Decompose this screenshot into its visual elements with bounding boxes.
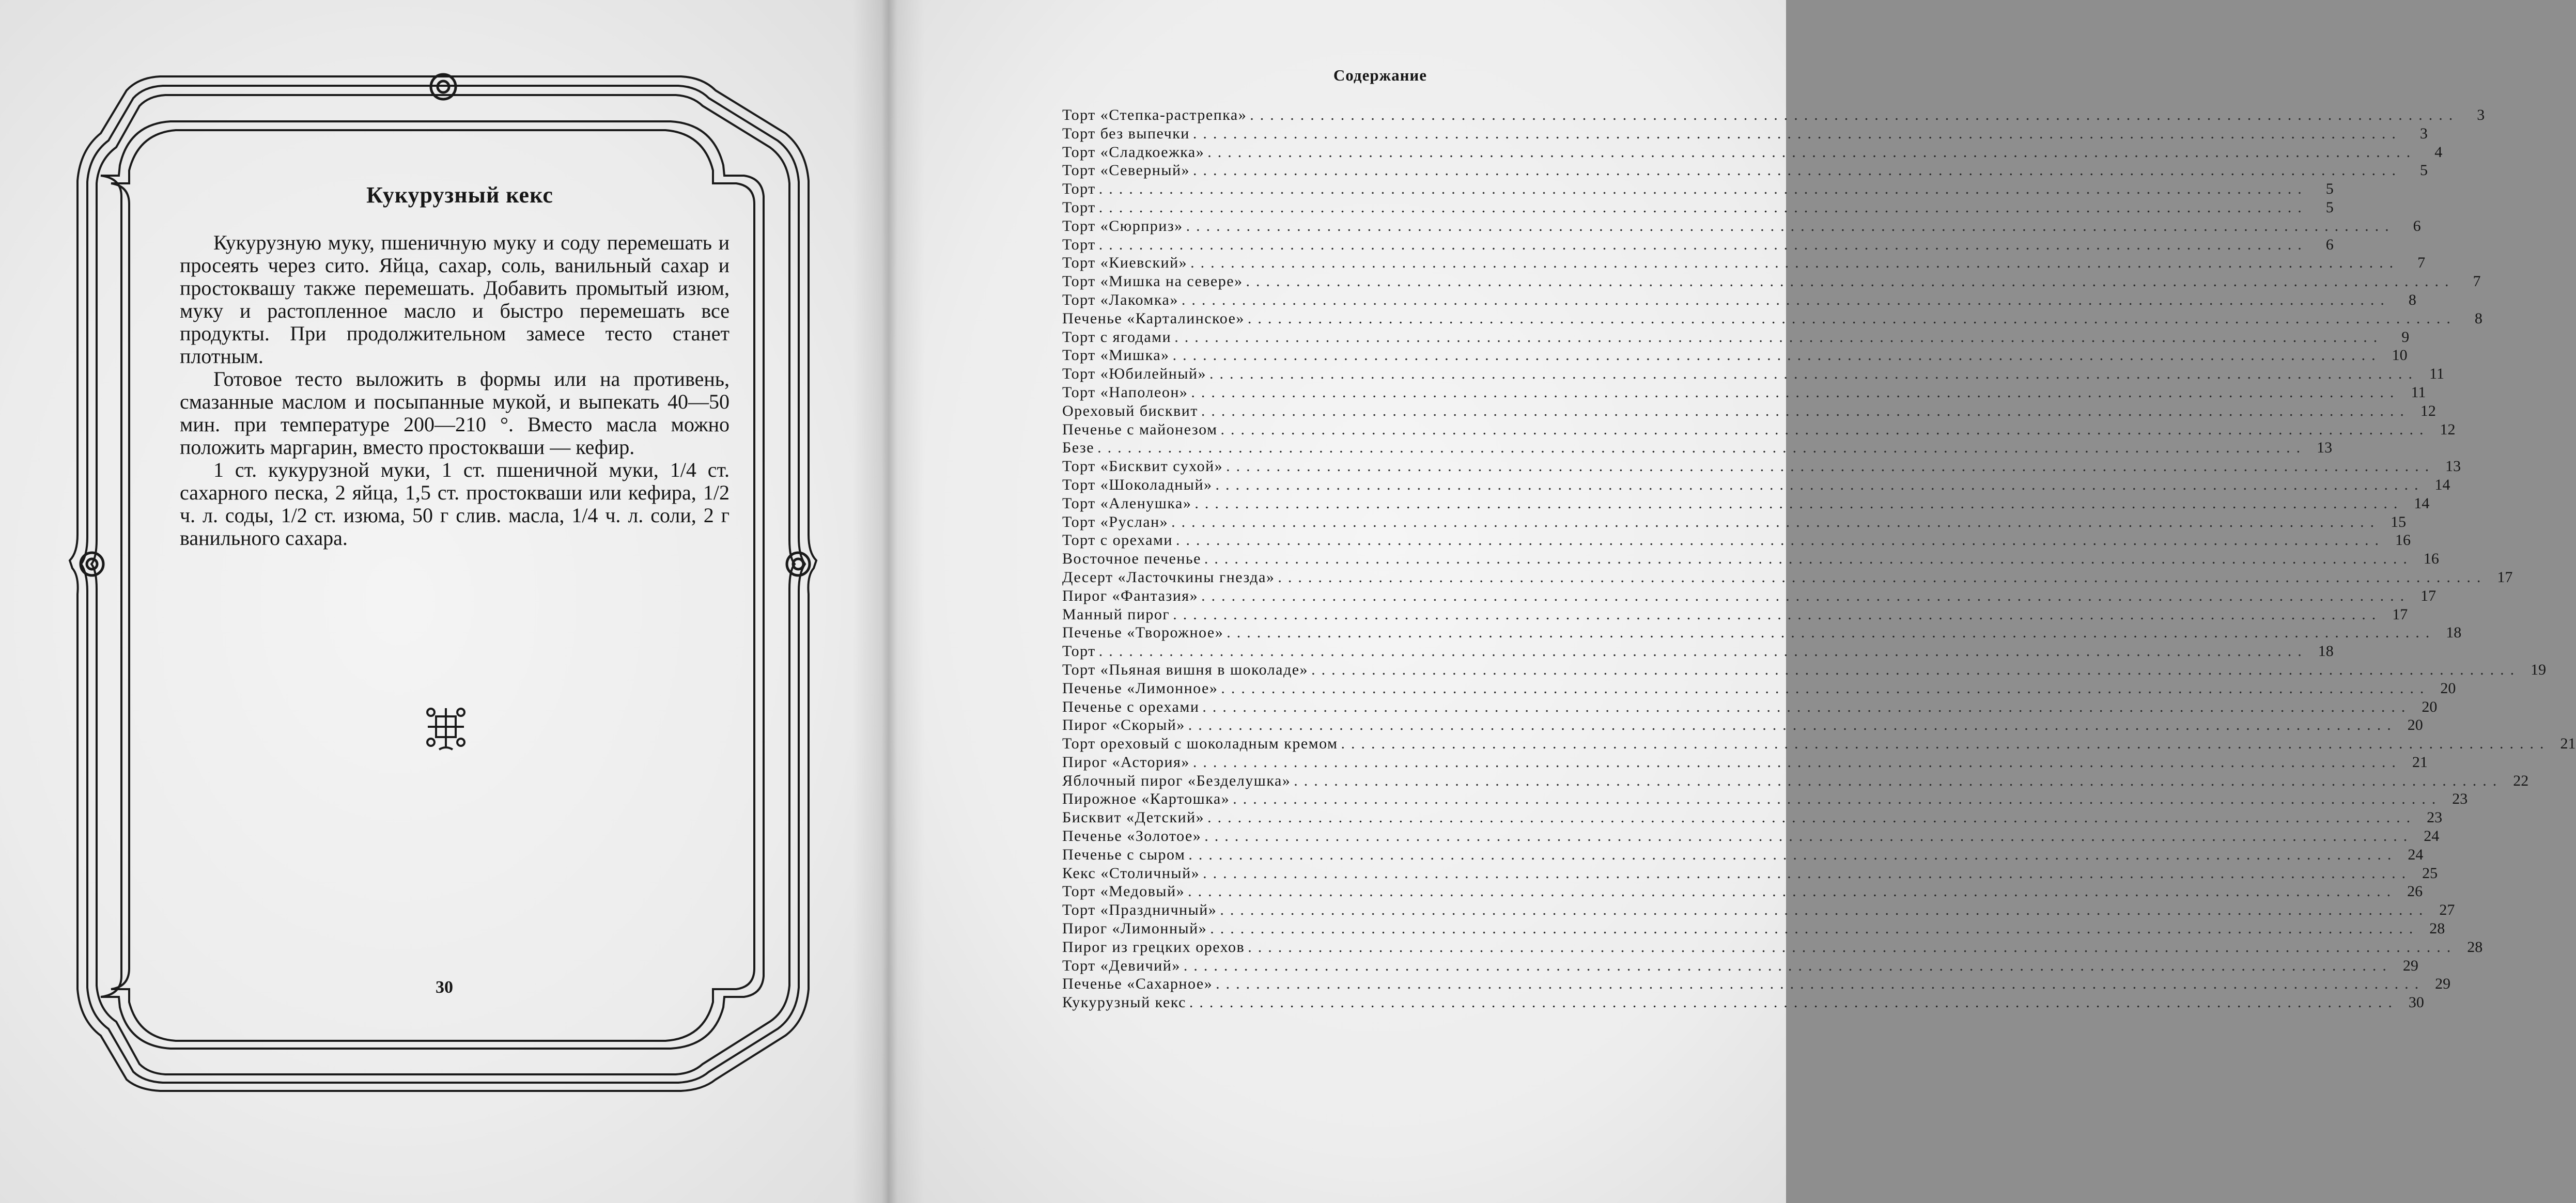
toc-entry (1062, 864, 2438, 883)
toc-entry-title: Торт «Киевский» (1062, 254, 1188, 272)
toc-entry-page: 12 (2420, 402, 2436, 419)
toc-entry (1062, 236, 2334, 254)
toc-leader-dots: ........................................................................................................................ (1188, 846, 2398, 863)
toc-entry-title: Ореховый бисквит (1062, 402, 1198, 419)
toc-entry-title: Пирог «Астория» (1062, 753, 1190, 771)
toc-entry-page: 30 (2408, 994, 2424, 1011)
toc-leader-dots: ........................................................................................................................ (1278, 568, 2487, 586)
toc-entry (1062, 605, 2408, 624)
toc-entry-title: Манный пирог (1062, 605, 1170, 623)
table-of-contents (1062, 106, 2576, 1012)
toc-entry-page: 8 (2474, 309, 2482, 327)
toc-entry-page: 13 (2317, 439, 2333, 457)
left-page (0, 0, 887, 1203)
toc-entry-page: 12 (2440, 420, 2456, 438)
toc-entry (1062, 161, 2428, 180)
toc-entry-page: 25 (2422, 864, 2438, 882)
toc-leader-dots: ........................................................................................................................ (1191, 383, 2400, 401)
toc-entry (1062, 180, 2334, 198)
toc-entry (1062, 291, 2416, 309)
toc-entry (1062, 679, 2456, 698)
toc-leader-dots: ........................................................................................................................ (1294, 772, 2503, 789)
toc-entry (1062, 938, 2483, 957)
toc-leader-dots: ........................................................................................................................ (1248, 938, 2457, 956)
toc-entry-title: Пирожное «Картошка» (1062, 790, 1230, 808)
toc-entry-page: 7 (2473, 273, 2481, 290)
toc-entry (1062, 420, 2456, 439)
toc-entry-page: 17 (2497, 568, 2513, 586)
toc-entry (1062, 365, 2445, 383)
printer-ornament-icon (424, 705, 468, 753)
toc-entry-page: 18 (2446, 624, 2462, 642)
toc-leader-dots: ........................................................................................................................ (1097, 439, 2307, 457)
toc-entry (1062, 587, 2437, 605)
toc-leader-dots: ........................................................................................................................ (1172, 347, 2382, 364)
toc-entry-page: 29 (2435, 975, 2451, 993)
toc-entry-title: Торт «Шоколадный» (1062, 476, 1213, 493)
toc-entry-title: Торт «Наполеон» (1062, 383, 1188, 401)
toc-entry-title: Печенье с майонезом (1062, 420, 1218, 438)
toc-entry (1062, 753, 2428, 772)
toc-leader-dots: ........................................................................................................................ (1203, 864, 2412, 882)
toc-entry-title: Печенье с орехами (1062, 698, 1200, 715)
toc-entry (1062, 919, 2445, 938)
toc-entry (1062, 661, 2547, 679)
toc-leader-dots: ........................................................................................................................ (1204, 550, 2413, 568)
toc-entry (1062, 143, 2443, 162)
toc-entry (1062, 957, 2418, 975)
toc-entry (1062, 993, 2424, 1012)
toc-leader-dots: ........................................................................................................................ (1186, 217, 2395, 235)
toc-leader-dots: ........................................................................................................................ (1220, 901, 2429, 919)
toc-entry (1062, 124, 2428, 143)
toc-leader-dots: ........................................................................................................................ (1220, 420, 2430, 438)
toc-leader-dots: ........................................................................................................................ (1226, 458, 2435, 475)
toc-entry-page: 5 (2325, 180, 2334, 198)
toc-leader-dots: ........................................................................................................................ (1098, 198, 2308, 216)
toc-entry (1062, 531, 2411, 550)
toc-entry-title: Восточное печенье (1062, 550, 1201, 568)
toc-leader-dots: ........................................................................................................................ (1204, 827, 2414, 845)
toc-entry (1062, 494, 2430, 513)
toc-leader-dots: ........................................................................................................................ (1341, 735, 2550, 753)
toc-leader-dots: ........................................................................................................................ (1181, 291, 2391, 308)
toc-entry-page: 11 (2411, 383, 2426, 401)
toc-entry (1062, 901, 2455, 919)
toc-leader-dots: ........................................................................................................................ (1189, 994, 2398, 1011)
toc-entry-title: Торт без выпечки (1062, 124, 1190, 142)
toc-entry-page: 11 (2429, 365, 2445, 383)
toc-entry (1062, 217, 2421, 236)
toc-entry-page: 28 (2467, 938, 2483, 956)
toc-entry-title: Пирог из грецких орехов (1062, 938, 1245, 956)
toc-entry-title: Торт «Бисквит сухой» (1062, 458, 1223, 475)
toc-entry-title: Кекс «Столичный» (1062, 864, 1200, 882)
toc-entry (1062, 568, 2513, 587)
toc-entry (1062, 790, 2468, 808)
toc-entry-page: 3 (2419, 124, 2428, 142)
toc-entry-title: Десерт «Ласточкины гнезда» (1062, 568, 1275, 586)
toc-leader-dots: ........................................................................................................................ (1221, 679, 2430, 697)
toc-entry (1062, 309, 2482, 328)
toc-entry (1062, 476, 2450, 494)
toc-entry-title: Торт с орехами (1062, 532, 1173, 549)
toc-entry-title: Пирог «Фантазия» (1062, 587, 1199, 604)
toc-leader-dots: ........................................................................................................................ (1193, 162, 2402, 179)
toc-leader-dots: ........................................................................................................................ (1098, 643, 2308, 660)
toc-entry-title: Печенье «Лимонное» (1062, 679, 1218, 697)
decorative-frame (0, 0, 887, 1203)
toc-entry (1062, 550, 2439, 568)
toc-entry-title: Торт «Лакомка» (1062, 291, 1178, 308)
toc-leader-dots: ........................................................................................................................ (1215, 476, 2425, 493)
toc-entry-title: Печенье «Сахарное» (1062, 975, 1213, 993)
toc-entry (1062, 808, 2443, 827)
toc-entry-title: Торт «Северный» (1062, 162, 1190, 179)
toc-entry-page: 8 (2408, 291, 2416, 308)
toc-entry-title: Пирог «Лимонный» (1062, 920, 1207, 938)
toc-entry-title: Торт (1062, 236, 1096, 253)
toc-entry (1062, 383, 2426, 402)
toc-entry-page: 19 (2531, 661, 2547, 678)
toc-entry-page: 20 (2440, 679, 2456, 697)
toc-leader-dots: ........................................................................................................................ (1192, 753, 2402, 771)
toc-entry-title: Торт «Мишка на севере» (1062, 273, 1243, 290)
toc-leader-dots: ........................................................................................................................ (1194, 494, 2404, 512)
toc-leader-dots: ........................................................................................................................ (1175, 532, 2385, 549)
toc-entry-title: Торт ореховый с шоколадным кремом (1062, 735, 1338, 753)
toc-entry-title: Печенье «Золотое» (1062, 827, 1202, 845)
toc-entry-page: 21 (2560, 735, 2576, 753)
toc-entry-page: 23 (2452, 790, 2468, 808)
toc-entry (1062, 716, 2423, 735)
toc-entry-title: Бисквит «Детский» (1062, 809, 1205, 826)
toc-leader-dots: ........................................................................................................................ (1207, 143, 2417, 161)
toc-entry (1062, 513, 2407, 532)
toc-entry-title: Торт «Сладкоежка» (1062, 143, 1205, 161)
toc-entry-page: 6 (2325, 236, 2334, 253)
toc-entry-page: 24 (2424, 827, 2440, 845)
toc-entry-title: Торт (1062, 198, 1096, 216)
toc-entry-title: Пирог «Скорый» (1062, 716, 1185, 734)
toc-entry-page: 29 (2402, 957, 2418, 974)
toc-entry-page: 9 (2401, 328, 2410, 346)
toc-entry (1062, 735, 2576, 753)
right-page (887, 0, 2576, 1203)
toc-entry-page: 16 (2395, 532, 2411, 549)
toc-leader-dots: ........................................................................................................................ (1171, 513, 2381, 530)
toc-leader-dots: ........................................................................................................................ (1098, 236, 2308, 253)
toc-entry (1062, 772, 2529, 790)
toc-entry-page: 6 (2413, 217, 2421, 235)
toc-entry-title: Торт с ягодами (1062, 328, 1172, 346)
toc-entry (1062, 827, 2440, 846)
toc-leader-dots: ........................................................................................................................ (1183, 957, 2393, 974)
toc-entry-page: 23 (2427, 809, 2443, 826)
toc-entry-page: 22 (2513, 772, 2529, 789)
toc-leader-dots: ........................................................................................................................ (1209, 365, 2419, 383)
toc-entry-page: 17 (2392, 605, 2408, 623)
recipe-text (180, 231, 730, 550)
toc-entry (1062, 402, 2436, 420)
toc-entry (1062, 272, 2481, 291)
toc-title: Содержание (1333, 66, 1427, 84)
toc-entry-page: 26 (2407, 883, 2423, 900)
toc-entry-title: Торт «Сюрприз» (1062, 217, 1183, 235)
toc-entry (1062, 346, 2408, 365)
toc-entry-title: Безе (1062, 439, 1095, 457)
toc-entry-page: 16 (2423, 550, 2439, 568)
toc-leader-dots: ........................................................................................................................ (1201, 587, 2411, 604)
toc-entry-title: Кукурузный кекс (1062, 994, 1186, 1011)
toc-leader-dots: ........................................................................................................................ (1247, 309, 2457, 327)
toc-entry-page: 28 (2429, 920, 2445, 938)
toc-entry-title: Торт «Степка-растрепка» (1062, 106, 1247, 123)
toc-leader-dots: ........................................................................................................................ (1202, 698, 2412, 715)
toc-entry-title: Торт (1062, 180, 1096, 198)
toc-entry-page: 7 (2417, 254, 2426, 272)
toc-entry-title: Торт «Медовый» (1062, 883, 1185, 900)
toc-leader-dots: ........................................................................................................................ (1207, 809, 2417, 826)
toc-entry-page: 13 (2445, 458, 2461, 475)
toc-entry-title: Торт «Аленушка» (1062, 494, 1192, 512)
toc-entry (1062, 439, 2333, 457)
toc-entry-page: 14 (2434, 476, 2450, 493)
toc-leader-dots: ........................................................................................................................ (1201, 402, 2410, 419)
toc-entry-title: Торт (1062, 643, 1096, 660)
toc-entry-title: Торт «Юбилейный» (1062, 365, 1207, 383)
toc-entry-title: Торт «Руслан» (1062, 513, 1169, 530)
toc-entry-title: Торт «Девичий» (1062, 957, 1181, 974)
recipe-title: Кукурузный кекс (366, 182, 553, 208)
toc-leader-dots: ........................................................................................................................ (1246, 273, 2455, 290)
toc-entry (1062, 642, 2334, 661)
toc-entry-page: 4 (2434, 143, 2443, 161)
toc-leader-dots: ........................................................................................................................ (1233, 790, 2442, 808)
toc-entry-page: 27 (2439, 901, 2455, 919)
toc-entry-page: 5 (2325, 198, 2334, 216)
toc-entry-title: Торт «Праздничный» (1062, 901, 1217, 919)
toc-entry-title: Печенье «Творожное» (1062, 624, 1224, 642)
toc-entry-page: 5 (2420, 162, 2428, 179)
toc-entry (1062, 882, 2423, 901)
toc-entry-page: 17 (2420, 587, 2437, 604)
toc-leader-dots: ........................................................................................................................ (1190, 254, 2400, 272)
toc-entry-page: 18 (2318, 643, 2334, 660)
toc-leader-dots: ........................................................................................................................ (1216, 975, 2425, 993)
toc-entry (1062, 106, 2485, 124)
toc-entry (1062, 457, 2461, 476)
toc-entry (1062, 328, 2410, 347)
toc-entry-page: 21 (2412, 753, 2428, 771)
toc-entry (1062, 846, 2424, 864)
recipe-paragraph-ingredients: 1 ст. кукурузной муки, 1 ст. пшеничной муки, 1/4 ст. сахарного песка, 2 яйца, 1,5 ст. простокваши или кефира, 1/2 ч. л. соды, 1/2 ст. изюма, 50 г слив. масла, 1/4 ч. л. соли, 2 г ванильного сахара. (180, 458, 730, 550)
toc-entry-page: 20 (2422, 698, 2438, 715)
toc-leader-dots: ........................................................................................................................ (1210, 920, 2419, 938)
toc-leader-dots: ........................................................................................................................ (1227, 624, 2436, 642)
toc-entry (1062, 698, 2438, 716)
toc-entry-page: 10 (2392, 347, 2408, 364)
toc-entry-page: 3 (2477, 106, 2485, 123)
toc-leader-dots: ........................................................................................................................ (1188, 883, 2397, 900)
toc-leader-dots: ........................................................................................................................ (1311, 661, 2521, 678)
recipe-paragraph-method: Кукурузную муку, пшеничную муку и соду перемешать и просеять через сито. Яйца, сахар, соль, ванильный сахар и простоквашу также перемешать. Добавить промытый изюм, муку и растопленное масло и быстро перемешать все продукты. При продолжительном замесе тесто станет плотным. (180, 231, 730, 368)
toc-entry-title: Торт «Пьяная вишня в шоколаде» (1062, 661, 1309, 678)
toc-entry (1062, 975, 2451, 993)
toc-entry-page: 15 (2391, 513, 2407, 530)
recipe-paragraph-baking: Готовое тесто выложить в формы или на противень, смазанные маслом и посыпанные мукой, и выпекать 40—50 мин. при температуре 200—210 °. Вместо масла можно положить маргарин, вместо простокваши — кефир. (180, 367, 730, 459)
toc-leader-dots: ........................................................................................................................ (1188, 716, 2397, 734)
toc-entry-title: Яблочный пирог «Безделушка» (1062, 772, 1291, 789)
toc-entry-page: 24 (2408, 846, 2424, 863)
toc-leader-dots: ........................................................................................................................ (1250, 106, 2459, 123)
page-number: 30 (436, 978, 453, 997)
toc-entry-title: Торт «Мишка» (1062, 347, 1170, 364)
toc-entry-page: 20 (2407, 716, 2423, 734)
toc-leader-dots: ........................................................................................................................ (1192, 124, 2402, 142)
toc-entry (1062, 198, 2334, 217)
toc-entry (1062, 623, 2462, 642)
toc-entry-title: Печенье «Карталинское» (1062, 309, 1245, 327)
toc-entry (1062, 254, 2426, 272)
toc-leader-dots: ........................................................................................................................ (1173, 605, 2382, 623)
toc-leader-dots: ........................................................................................................................ (1174, 328, 2384, 346)
toc-entry-title: Печенье с сыром (1062, 846, 1186, 863)
toc-leader-dots: ........................................................................................................................ (1098, 180, 2308, 198)
toc-entry-page: 14 (2414, 494, 2430, 512)
